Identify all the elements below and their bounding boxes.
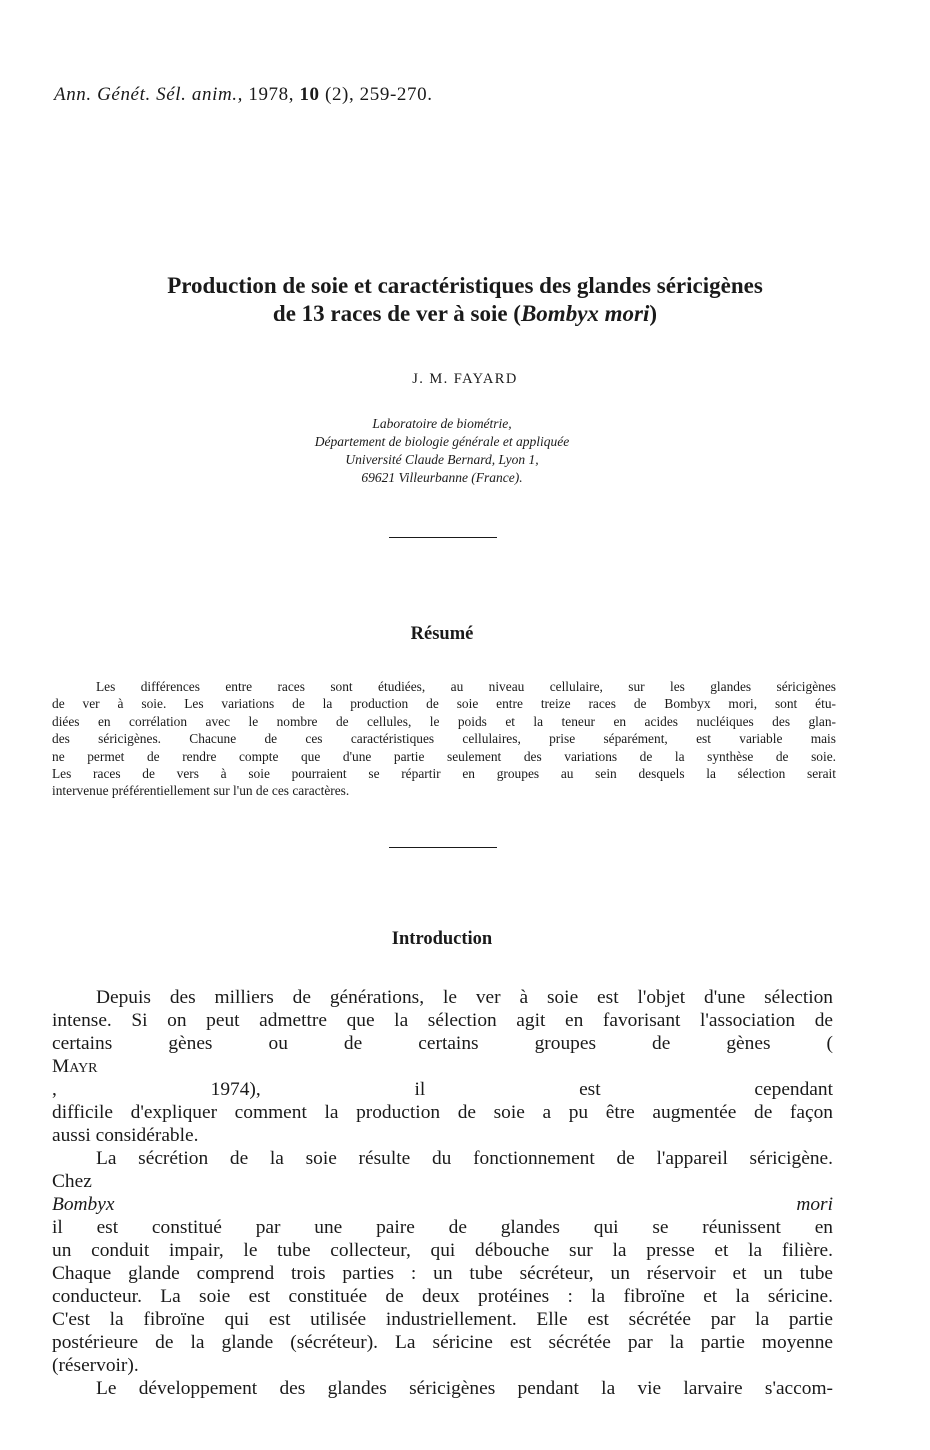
paper-title <box>40 272 890 328</box>
body-line: Depuis des milliers de générations, le ver à soie est l'objet d'une sélection <box>96 987 833 1008</box>
affiliation <box>0 415 884 487</box>
body-line: conducteur. La soie est constituée de deux protéines : la fibroïne et la séricine. <box>52 1286 833 1307</box>
abstract-line: diées en corrélation avec le nombre de cellules, le poids et la teneur en acides nucléiques des glan- <box>52 713 836 729</box>
title-line-1: Production de soie et caractéristiques des glandes séricigènes <box>167 273 763 298</box>
body-line: (réservoir). <box>52 1355 139 1376</box>
body-text-run: Chez <box>52 1171 92 1192</box>
abstract-line: Les différences entre races sont étudiées, au niveau cellulaire, sur les glandes séricigènes <box>96 679 836 694</box>
resume-heading: Résumé <box>410 624 474 644</box>
body-line: intense. Si on peut admettre que la sélection agit en favorisant l'association de <box>52 1010 833 1031</box>
journal-volume: 10 <box>299 84 320 105</box>
body-line: Chaque glande comprend trois parties : un tube sécréteur, un réservoir et un tube <box>52 1263 833 1284</box>
body-text-run: certains gènes ou de certains groupes de gènes ( <box>52 1033 833 1054</box>
abstract-line: ne permet de rendre compte que d'une partie seulement des variations de la synthèse de soie. <box>52 748 836 764</box>
body-line: postérieure de la glande (sécréteur). La séricine est sécrétée par la partie moyenne <box>52 1332 833 1353</box>
affiliation-line: 69621 Villeurbanne (France). <box>361 470 523 485</box>
abstract-line: de ver à soie. Les variations de la production de soie entre treize races de Bombyx mori, sont étu- <box>52 696 836 712</box>
title-species: Bombyx mori <box>520 301 650 326</box>
author-name: J. M. FAYARD <box>412 371 518 387</box>
journal-citation <box>54 84 433 106</box>
journal-pages: (2), 259-270. <box>325 84 433 105</box>
section-divider <box>389 847 497 848</box>
abstract-line: intervenue préférentiellement sur l'un de ces caractères. <box>52 783 350 799</box>
introduction-body <box>52 986 833 1400</box>
body-line: C'est la fibroïne qui est utilisée industriellement. Elle est sécrétée par la partie <box>52 1309 833 1330</box>
body-text-run: , 1974), il est cependant <box>52 1079 833 1100</box>
section-divider <box>389 537 497 538</box>
affiliation-line: Université Claude Bernard, Lyon 1, <box>345 452 539 467</box>
introduction-heading: Introduction <box>391 929 493 949</box>
body-line: aussi considérable. <box>52 1125 199 1146</box>
body-line: difficile d'expliquer comment la production de soie a pu être augmentée de façon <box>52 1102 833 1123</box>
body-line: un conduit impair, le tube collecteur, qui débouche sur la presse et la filière. <box>52 1240 833 1261</box>
species-name: Bombyx mori <box>52 1194 833 1215</box>
affiliation-line: Laboratoire de biométrie, <box>372 416 512 431</box>
abstract-line: Les races de vers à soie pourraient se répartir en groupes au sein desquels la sélection serait <box>52 766 836 782</box>
body-line <box>52 1170 833 1239</box>
abstract <box>52 678 836 800</box>
body-line: La sécrétion de la soie résulte du fonctionnement de l'appareil séricigène. <box>96 1148 833 1169</box>
body-line <box>52 1032 833 1101</box>
title-line-2 <box>40 300 890 328</box>
journal-year: 1978, <box>248 84 295 105</box>
body-text-run: il est constitué par une paire de glandes qui se réunissent en <box>52 1217 833 1238</box>
body-line: Le développement des glandes séricigènes pendant la vie larvaire s'accom- <box>96 1378 833 1399</box>
title-line-2-text: de 13 races de ver à soie ( <box>272 301 521 326</box>
journal-name: Ann. Génét. Sél. anim., <box>54 84 243 105</box>
title-line-2-end: ) <box>649 301 658 326</box>
cited-author: Mayr <box>52 1056 98 1077</box>
abstract-line: des séricigènes. Chacune de ces caractéristiques cellulaires, prise séparément, est variable mais <box>52 731 836 747</box>
affiliation-line: Département de biologie générale et appliquée <box>314 434 570 449</box>
